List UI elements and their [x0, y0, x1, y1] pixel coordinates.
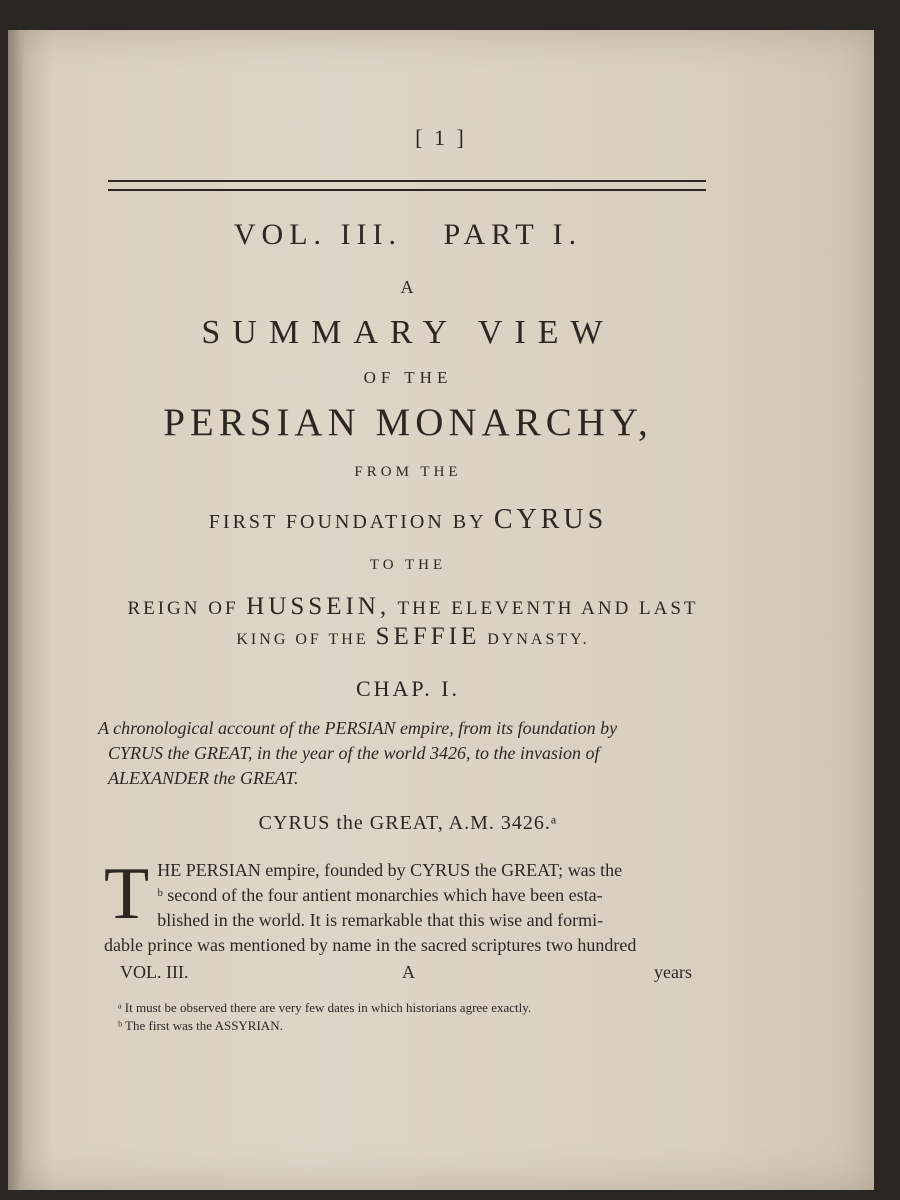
title-from-the: FROM THE — [354, 464, 462, 480]
body-paragraph — [104, 853, 708, 958]
eleventh-text: THE ELEVENTH AND LAST — [397, 598, 699, 619]
double-rule-divider — [108, 180, 706, 191]
signature-mark: A — [402, 962, 415, 982]
title-article: A — [400, 277, 416, 297]
chapter-summary-line: A chronological account of the PERSIAN empire, from its foundation by — [98, 718, 618, 738]
chapter-heading: CHAP. I. — [355, 676, 461, 701]
body-line: HE PERSIAN empire, founded by CYRUS the GREAT; was the — [157, 860, 623, 880]
volume-heading — [98, 218, 718, 252]
body-line: dable prince was mentioned by name in the sacred scriptures two hundred — [104, 935, 637, 955]
footnote-a: ᵃ It must be observed there are very few dates in which historians agree exactly. — [118, 1000, 532, 1015]
page-content — [8, 30, 874, 1190]
part-label: PART I. — [443, 218, 583, 251]
first-foundation-text: FIRST FOUNDATION BY — [208, 511, 486, 533]
cyrus-name: CYRUS — [493, 504, 608, 535]
body-line: blished in the world. It is remarkable that this wise and formi- — [157, 910, 604, 930]
page-number: [ 1 ] — [415, 125, 467, 150]
title-subject: PERSIAN MONARCHY, — [163, 401, 653, 444]
title-to-the: TO THE — [369, 557, 447, 573]
catchword: years — [654, 962, 692, 982]
seffie-name: SEFFIE — [375, 623, 481, 650]
hussein-name: HUSSEIN, — [246, 593, 391, 620]
king-of-the-text: KING OF THE — [236, 631, 369, 648]
section-heading: CYRUS the GREAT, A.M. 3426.ᵃ — [258, 812, 558, 834]
volume-label: VOL. III. — [233, 218, 403, 251]
title-king-line — [68, 623, 758, 651]
dynasty-text: DYNASTY. — [487, 631, 590, 648]
title-reign-line — [68, 593, 758, 621]
title-of-the: OF THE — [363, 368, 453, 387]
chapter-summary-line: CYRUS the GREAT, in the year of the world 3426, to the invasion of — [108, 743, 600, 763]
chapter-summary-line: ALEXANDER the GREAT. — [108, 768, 299, 788]
footnote-b: ᵇ The first was the ASSYRIAN. — [118, 1018, 283, 1033]
body-line: ᵇ second of the four antient monarchies which have been esta- — [157, 885, 603, 905]
drop-cap: T — [104, 853, 150, 935]
title-first-foundation — [68, 504, 748, 536]
book-page — [8, 30, 874, 1190]
title-main: SUMMARY VIEW — [201, 314, 615, 351]
volume-signature: VOL. III. — [120, 962, 189, 982]
chapter-summary — [98, 716, 718, 791]
reign-of-text: REIGN OF — [127, 598, 239, 619]
